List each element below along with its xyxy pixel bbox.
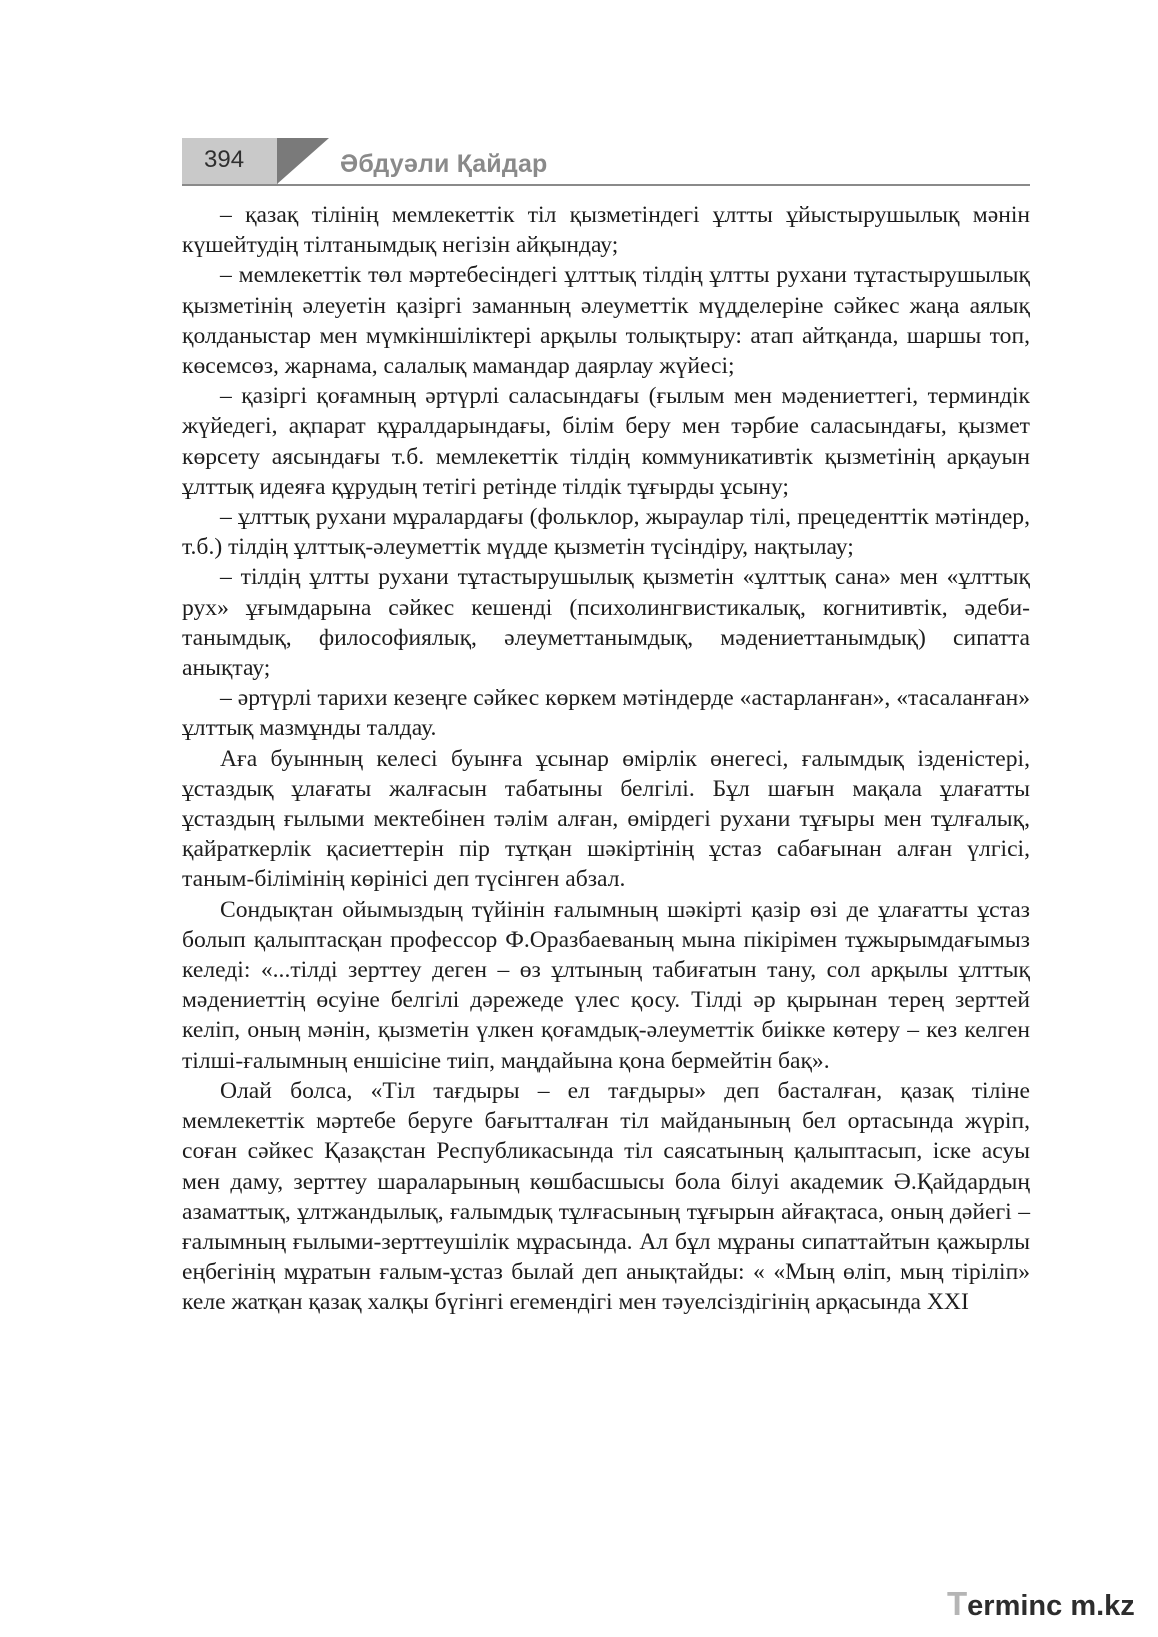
paragraph: – қазіргі қоғамның әртүрлі саласындағы (ғылым мен мәдениеттегі, терминдік жүйедегі, ақпарат құралдарындағы, білім беру мен тәрбие саласындағы, қызмет көрсету аясындағы т.б. мемлекеттік тілдің коммуникативтік қызметінің арқауын ұлттық идеяға құрудың тетігі ретінде тілдік тұғырды ұсыну; <box>182 383 1030 500</box>
paragraph: – әртүрлі тарихи кезеңге сәйкес көркем мәтіндерде «астарланған», «тасаланған» ұлттық мазмұнды талдау. <box>182 685 1030 742</box>
header-wedge-dark <box>277 138 329 184</box>
running-header-author: Әбдуәли Қайдар <box>340 150 548 178</box>
paragraph: – мемлекеттік төл мәртебесіндегі ұлттық тілдің ұлтты рухани тұтастырушылық қызметінің әлеуетін қазіргі заманның әлеуметтік мүдделеріне сәйкес жаңа аялық қолданыстар мен мүмкіншіліктері арқылы толықтыру: атап айтқанда, шаршы топ, көсемсөз, жарнама, салалық мамандар даярлау жүйесі; <box>182 262 1030 380</box>
paragraph: Сондықтан ойымыздың түйінін ғалымның шәкірті қазір өзі де ұлағатты ұстаз болып қалыптасқан профессор Ф.Оразбаеваның мына пікірімен тұжырымдағымыз келеді: «...тілді зерттеу деген – өз ұлтының табиғатын тану, сол арқылы ұлттық мәдениеттің өсуіне белгілі дәрежеде үлес қосу. Тілді әр қырынан терең зерттей келіп, оның мәнін, қызметін үлкен қоғамдық-әлеуметтік биікке көтеру – кез келген тілші-ғалымның еншісіне тиіп, маңдайына қона бермейтін бақ». <box>182 896 1030 1074</box>
body-text <box>182 200 1030 1318</box>
page-number-tab <box>182 138 278 184</box>
running-header <box>182 138 1030 186</box>
paragraph: – ұлттық рухани мұралардағы (фольклор, жыраулар тілі, прецеденттік мәтіндер, т.б.) тілдің ұлттық-әлеуметтік мүдде қызметін түсіндіру, нақтылау; <box>182 504 1030 561</box>
page-number: 394 <box>204 146 245 173</box>
site-watermark <box>947 1585 1137 1625</box>
watermark-text: erminc m.kz <box>967 1590 1135 1622</box>
header-rule <box>182 184 1030 186</box>
paragraph: – қазақ тілінің мемлекеттік тіл қызметіндегі ұлтты ұйыстырушылық мәнін күшейтудің тілтанымдық негізін айқындау; <box>182 202 1030 259</box>
watermark-first-letter: T <box>947 1585 968 1622</box>
paragraph: Аға буынның келесі буынға ұсынар өмірлік өнегесі, ғалымдық ізденістері, ұстаздық ұлағаты жалғасын табатыны белгілі. Бұл шағын мақала ұлағатты ұстаздың ғылыми мектебінен тәлім алған, өмірдегі рухани тұғыры мен тұлғалық, қайраткерлік қасиеттерін пір тұтқан шәкіртінің ұстаз сабағынан алған үлгісі, таным-білімінің көрінісі деп түсінген абзал. <box>182 745 1030 893</box>
paragraph: Олай болса, «Тіл тағдыры – ел тағдыры» деп басталған, қазақ тіліне мемлекеттік мәртебе беруге бағытталған тіл майданының бел ортасында жүріп, соған сәйкес Қазақстан Республикасында тіл саясатының қалыптасып, іске асуы мен даму, зерттеу шараларының көшбасшысы бола білуі академик Ә.Қайдардың азаматтық, ұлтжандылық, ғалымдық тұлғасының тұғырын айғақтаса, оның дәйегі – ғалымның ғылыми-зерттеушілік мұрасында. Ал бұл мұраны сипаттайтын қажырлы еңбегінің мұратын ғалым-ұстаз былай деп анықтайды: « «Мың өліп, мың тіріліп» келе жатқан қазақ халқы бүгінгі егемендігі мен тәуелсіздігінің арқасында ХХІ <box>182 1077 1030 1316</box>
paragraph: – тілдің ұлтты рухани тұтастырушылық қызметін «ұлттық сана» мен «ұлттық рух» ұғымдарына сәйкес кешенді (психолингвистикалық, когнитивтік, әдеби-танымдық, философиялық, әлеуметтанымдық, мәдениеттанымдық) сипатта анықтау; <box>182 564 1030 682</box>
